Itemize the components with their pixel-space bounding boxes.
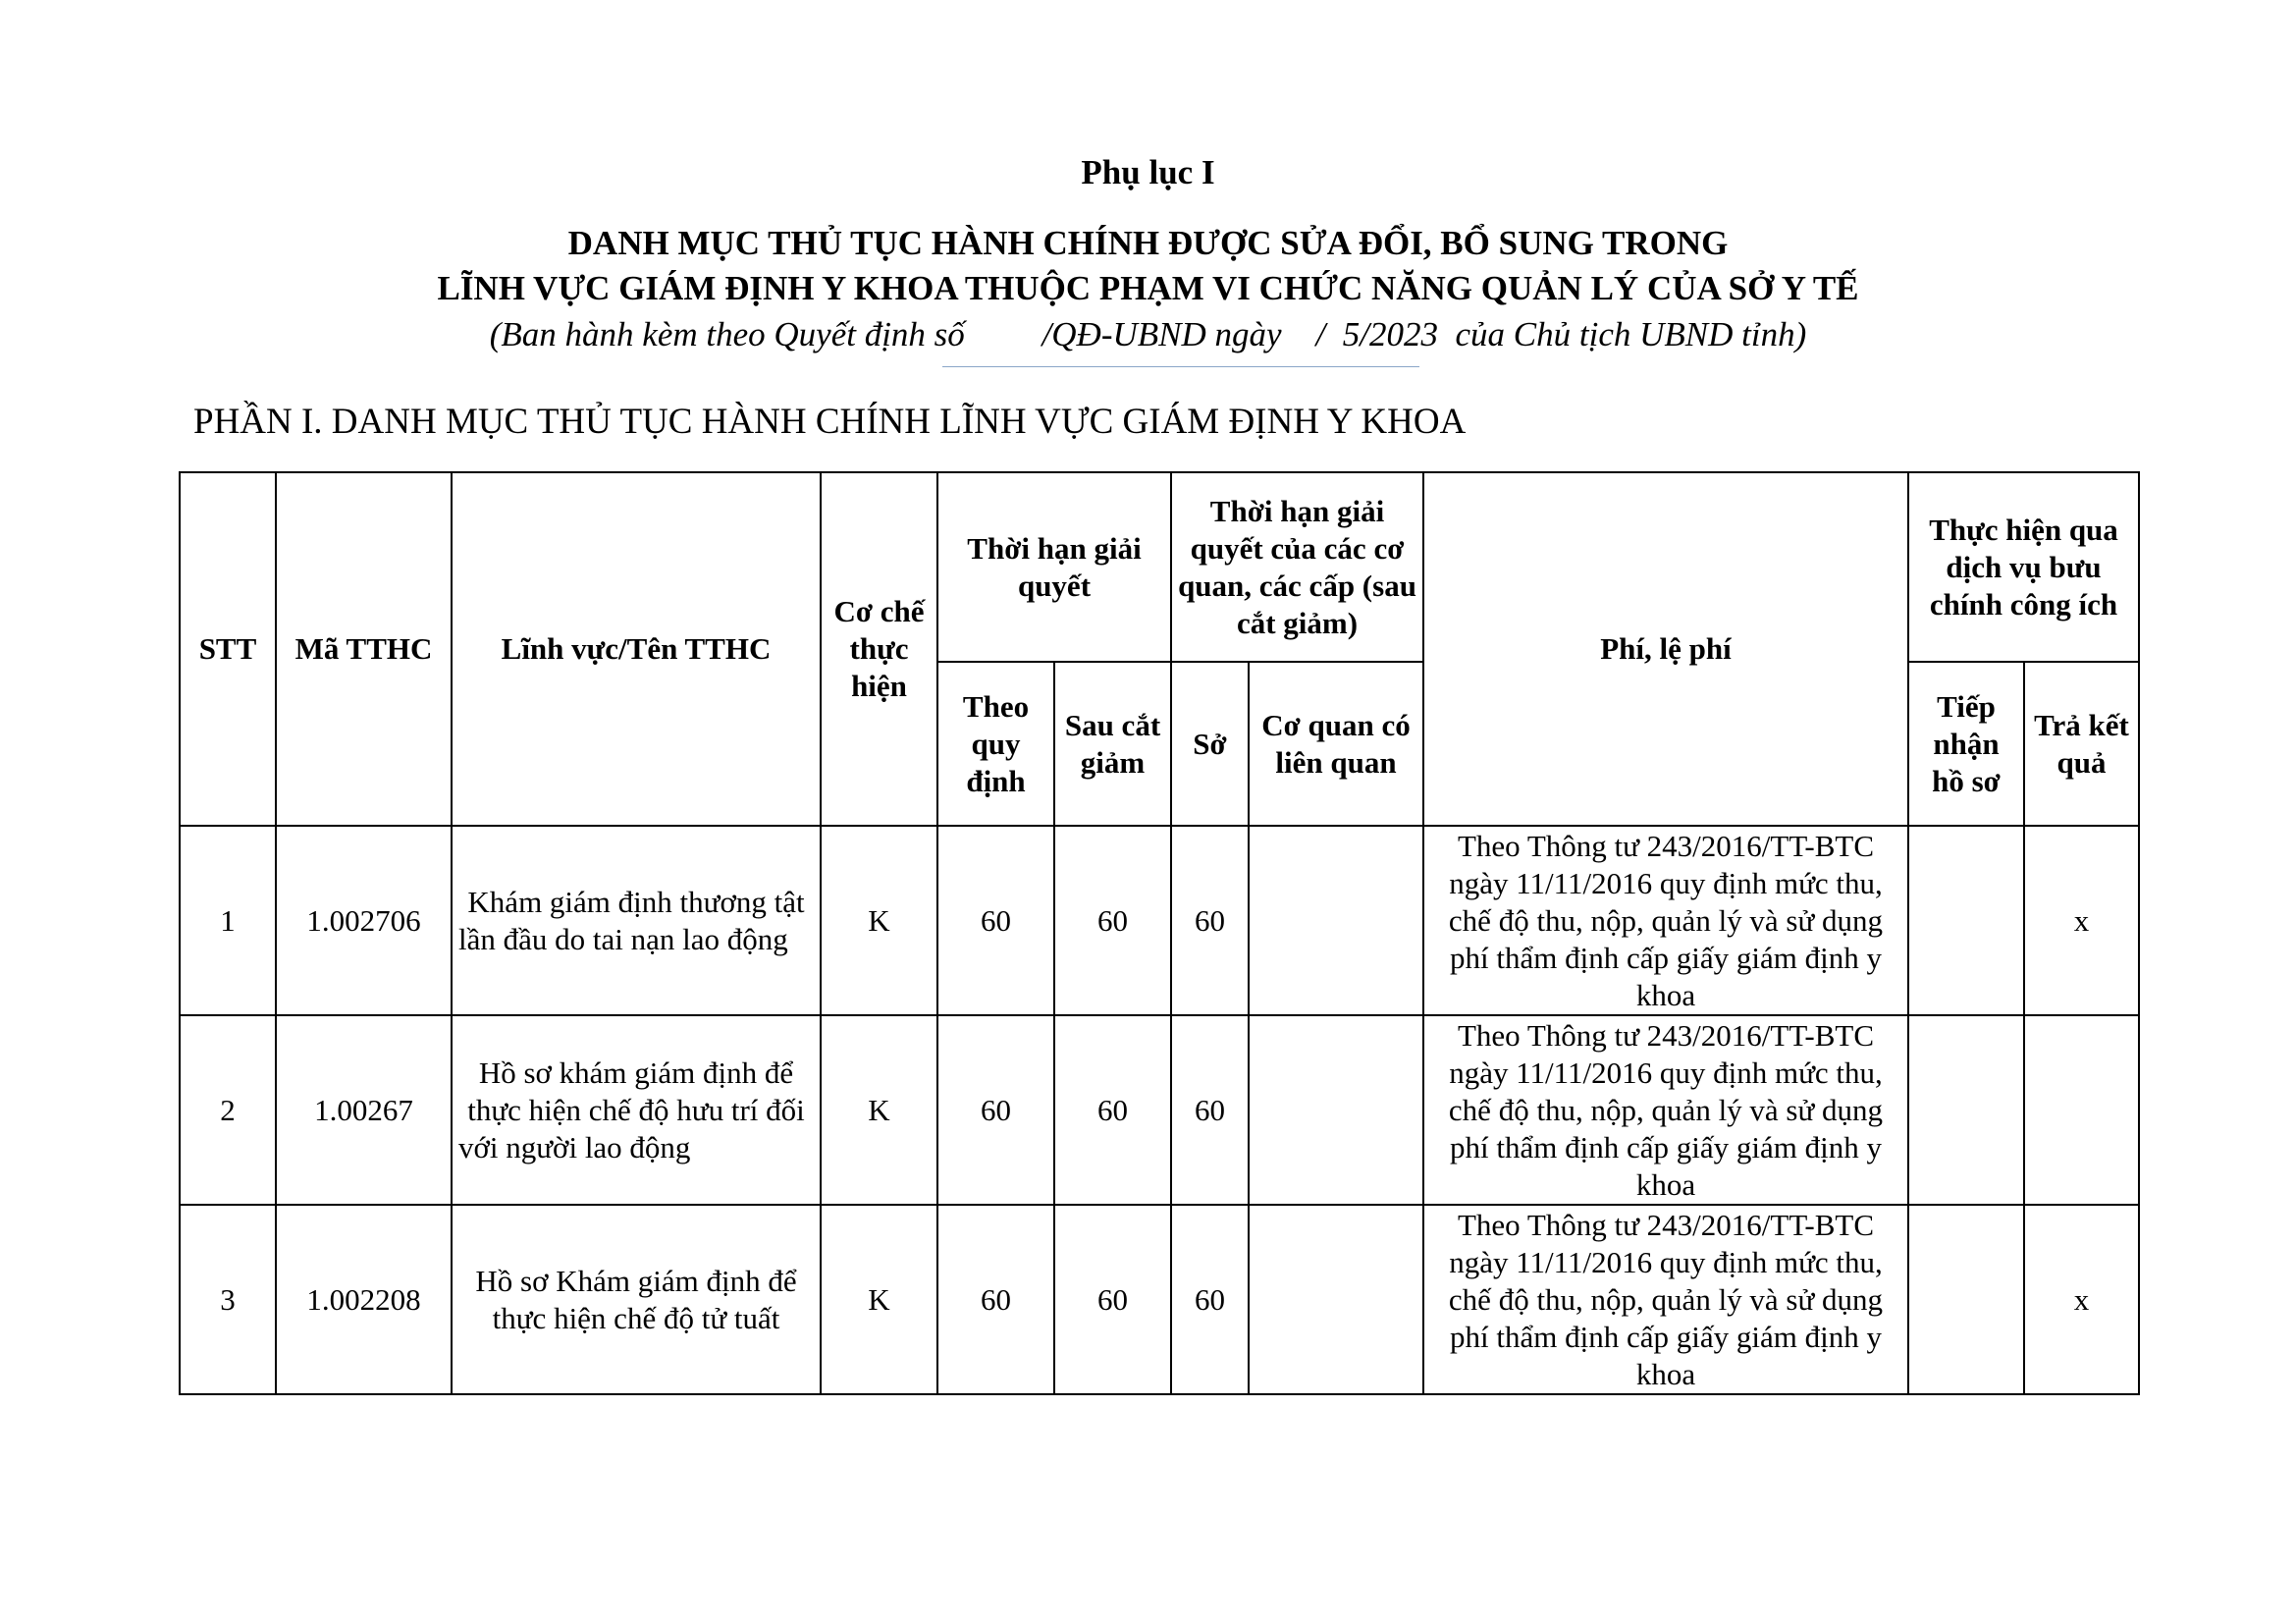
table-row	[180, 826, 2139, 1015]
cell-stt: 2	[180, 1015, 276, 1205]
cell-tiep-nhan	[1908, 1015, 2024, 1205]
subtitle-underline	[942, 366, 1419, 367]
page-heading: Phụ lục I	[1081, 153, 1215, 191]
cell-so: 60	[1171, 1205, 1249, 1394]
cell-so: 60	[1171, 1015, 1249, 1205]
section-title: PHẦN I. DANH MỤC THỦ TỤC HÀNH CHÍNH LĨNH VỰC GIÁM ĐỊNH Y KHOA	[193, 402, 1467, 442]
cell-theo-quy-dinh: 60	[937, 1015, 1054, 1205]
cell-stt: 1	[180, 826, 276, 1015]
cell-phi-le-phi: Theo Thông tư 243/2016/TT-BTC ngày 11/11/2016 quy định mức thu, chế độ thu, nộp, quản lý và sử dụng phí thẩm định cấp giấy giám định y khoa	[1423, 1015, 1908, 1205]
header-co-quan-lien-quan: Cơ quan có liên quan	[1249, 662, 1423, 826]
cell-co-quan-lien-quan	[1249, 1205, 1423, 1394]
header-theo-quy-dinh: Theo quy định	[937, 662, 1054, 826]
cell-sau-cat-giam: 60	[1054, 826, 1171, 1015]
cell-ten-tthc: Hồ sơ Khám giám định để thực hiện chế độ tử tuất	[452, 1205, 821, 1394]
header-so: Sở	[1171, 662, 1249, 826]
cell-co-che: K	[821, 1015, 937, 1205]
cell-tiep-nhan	[1908, 1205, 2024, 1394]
cell-sau-cat-giam: 60	[1054, 1015, 1171, 1205]
header-sau-cat-giam: Sau cắt giảm	[1054, 662, 1171, 826]
cell-ma-tthc: 1.00267	[276, 1015, 452, 1205]
cell-tra-ket-qua	[2024, 1015, 2139, 1205]
document-title-line-1: DANH MỤC THỦ TỤC HÀNH CHÍNH ĐƯỢC SỬA ĐỔI, BỔ SUNG TRONG	[567, 224, 1729, 262]
header-ma-tthc: Mã TTHC	[276, 472, 452, 826]
cell-sau-cat-giam: 60	[1054, 1205, 1171, 1394]
header-thoi-han: Thời hạn giải quyết	[937, 472, 1171, 662]
cell-ten-tthc: Khám giám định thương tật lần đầu do tai nạn lao động	[452, 826, 821, 1015]
header-phi-le-phi: Phí, lệ phí	[1423, 472, 1908, 826]
cell-co-che: K	[821, 1205, 937, 1394]
header-stt: STT	[180, 472, 276, 826]
cell-phi-le-phi: Theo Thông tư 243/2016/TT-BTC ngày 11/11/2016 quy định mức thu, chế độ thu, nộp, quản lý và sử dụng phí thẩm định cấp giấy giám định y khoa	[1423, 1205, 1908, 1394]
header-tra-ket-qua: Trả kết quả	[2024, 662, 2139, 826]
cell-theo-quy-dinh: 60	[937, 826, 1054, 1015]
cell-tra-ket-qua: x	[2024, 1205, 2139, 1394]
table-row	[180, 1015, 2139, 1205]
procedures-table	[179, 471, 2140, 1395]
cell-co-che: K	[821, 826, 937, 1015]
cell-co-quan-lien-quan	[1249, 826, 1423, 1015]
header-co-che: Cơ chế thực hiện	[821, 472, 937, 826]
cell-phi-le-phi: Theo Thông tư 243/2016/TT-BTC ngày 11/11/2016 quy định mức thu, chế độ thu, nộp, quản lý và sử dụng phí thẩm định cấp giấy giám định y khoa	[1423, 826, 1908, 1015]
header-thoi-han-cac-cap: Thời hạn giải quyết của các cơ quan, các cấp (sau cắt giảm)	[1171, 472, 1423, 662]
cell-ten-tthc: Hồ sơ khám giám định để thực hiện chế độ hưu trí đối với người lao động	[452, 1015, 821, 1205]
cell-co-quan-lien-quan	[1249, 1015, 1423, 1205]
cell-ma-tthc: 1.002706	[276, 826, 452, 1015]
header-tiep-nhan-ho-so: Tiếp nhận hồ sơ	[1908, 662, 2024, 826]
cell-tiep-nhan	[1908, 826, 2024, 1015]
cell-so: 60	[1171, 826, 1249, 1015]
document-subtitle: (Ban hành kèm theo Quyết định số /QĐ-UBND ngày / 5/2023 của Chủ tịch UBND tỉnh)	[489, 315, 1807, 353]
header-ten-tthc: Lĩnh vực/Tên TTHC	[452, 472, 821, 826]
cell-tra-ket-qua: x	[2024, 826, 2139, 1015]
cell-theo-quy-dinh: 60	[937, 1205, 1054, 1394]
cell-stt: 3	[180, 1205, 276, 1394]
header-buu-chinh: Thực hiện qua dịch vụ bưu chính công ích	[1908, 472, 2139, 662]
table-row	[180, 1205, 2139, 1394]
cell-ma-tthc: 1.002208	[276, 1205, 452, 1394]
document-title-line-2: LĨNH VỰC GIÁM ĐỊNH Y KHOA THUỘC PHẠM VI CHỨC NĂNG QUẢN LÝ CỦA SỞ Y TẾ	[437, 269, 1859, 307]
